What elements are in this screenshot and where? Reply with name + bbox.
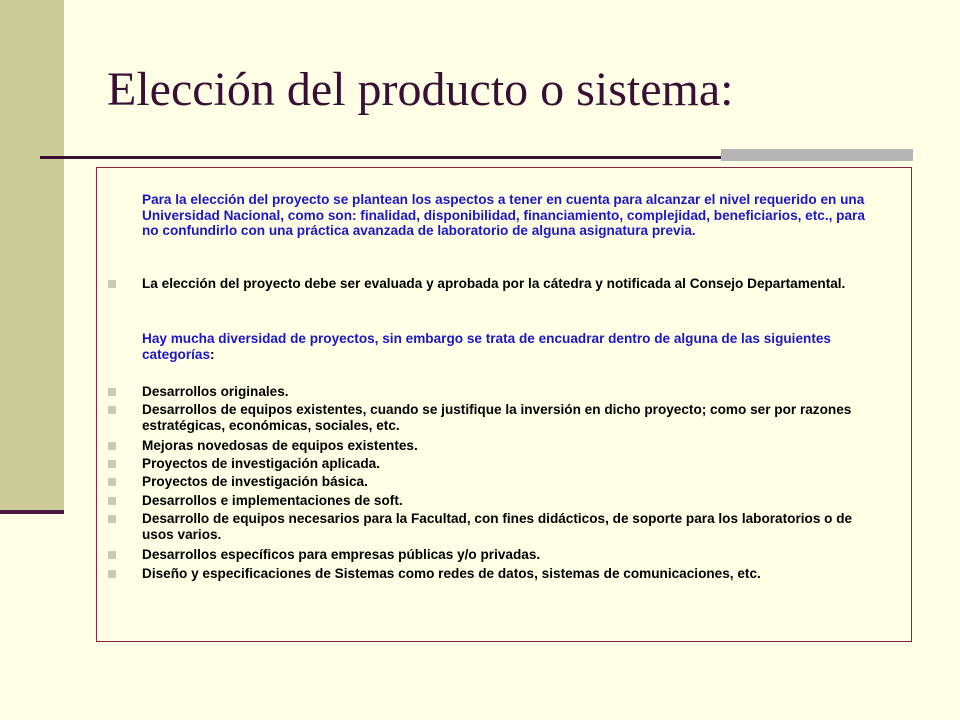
category-text: Proyectos de investigación básica.	[142, 474, 368, 489]
category-item	[142, 511, 882, 542]
category-item	[142, 493, 882, 509]
left-decorative-bar	[0, 0, 64, 511]
categories-intro-colon: :	[210, 346, 215, 362]
square-bullet-icon	[108, 460, 116, 468]
square-bullet-icon	[108, 280, 116, 288]
slide-title: Elección del producto o sistema:	[107, 63, 734, 116]
title-underline	[40, 156, 722, 159]
category-item	[142, 456, 882, 472]
square-bullet-icon	[108, 497, 116, 505]
square-bullet-icon	[108, 478, 116, 486]
category-text: Proyectos de investigación aplicada.	[142, 456, 380, 471]
category-text: Desarrollos de equipos existentes, cuando se justifique la inversión en dicho proyecto; como ser por razones estratégicas, económicas, sociales, etc.	[142, 402, 852, 433]
square-bullet-icon	[108, 406, 116, 414]
category-item	[142, 438, 882, 454]
category-text: Desarrollos originales.	[142, 384, 289, 399]
category-text: Diseño y especificaciones de Sistemas como redes de datos, sistemas de comunicaciones, etc.	[142, 566, 761, 581]
category-item	[142, 384, 882, 400]
square-bullet-icon	[108, 551, 116, 559]
category-item	[142, 474, 882, 490]
intro-paragraph: Para la elección del proyecto se plantean los aspectos a tener en cuenta para alcanzar el nivel requerido en una Universidad Nacional, como son: finalidad, disponibilidad, financiamiento, complejidad, beneficiarios, etc., para no confundirlo con una práctica avanzada de laboratorio de alguna asignatura previa.	[142, 192, 865, 238]
categories-intro	[142, 331, 882, 362]
category-text: Desarrollos específicos para empresas públicas y/o privadas.	[142, 547, 541, 562]
bullet-approval	[142, 276, 882, 292]
category-item	[142, 566, 882, 582]
square-bullet-icon	[108, 442, 116, 450]
square-bullet-icon	[108, 388, 116, 396]
category-item	[142, 547, 882, 563]
categories-intro-text: Hay mucha diversidad de proyectos, sin embargo se trata de encuadrar dentro de alguna de las siguientes categorías	[142, 331, 831, 362]
square-bullet-icon	[108, 570, 116, 578]
bullet-text: La elección del proyecto debe ser evaluada y aprobada por la cátedra y notificada al Consejo Departamental.	[142, 276, 846, 291]
grey-accent-rule	[721, 149, 913, 161]
category-text: Desarrollos e implementaciones de soft.	[142, 493, 403, 508]
category-item	[142, 402, 882, 433]
category-text: Mejoras novedosas de equipos existentes.	[142, 438, 418, 453]
square-bullet-icon	[108, 515, 116, 523]
category-text: Desarrollo de equipos necesarios para la Facultad, con fines didácticos, de soporte para los laboratorios o de usos varios.	[142, 511, 853, 542]
left-bar-accent	[0, 510, 64, 514]
